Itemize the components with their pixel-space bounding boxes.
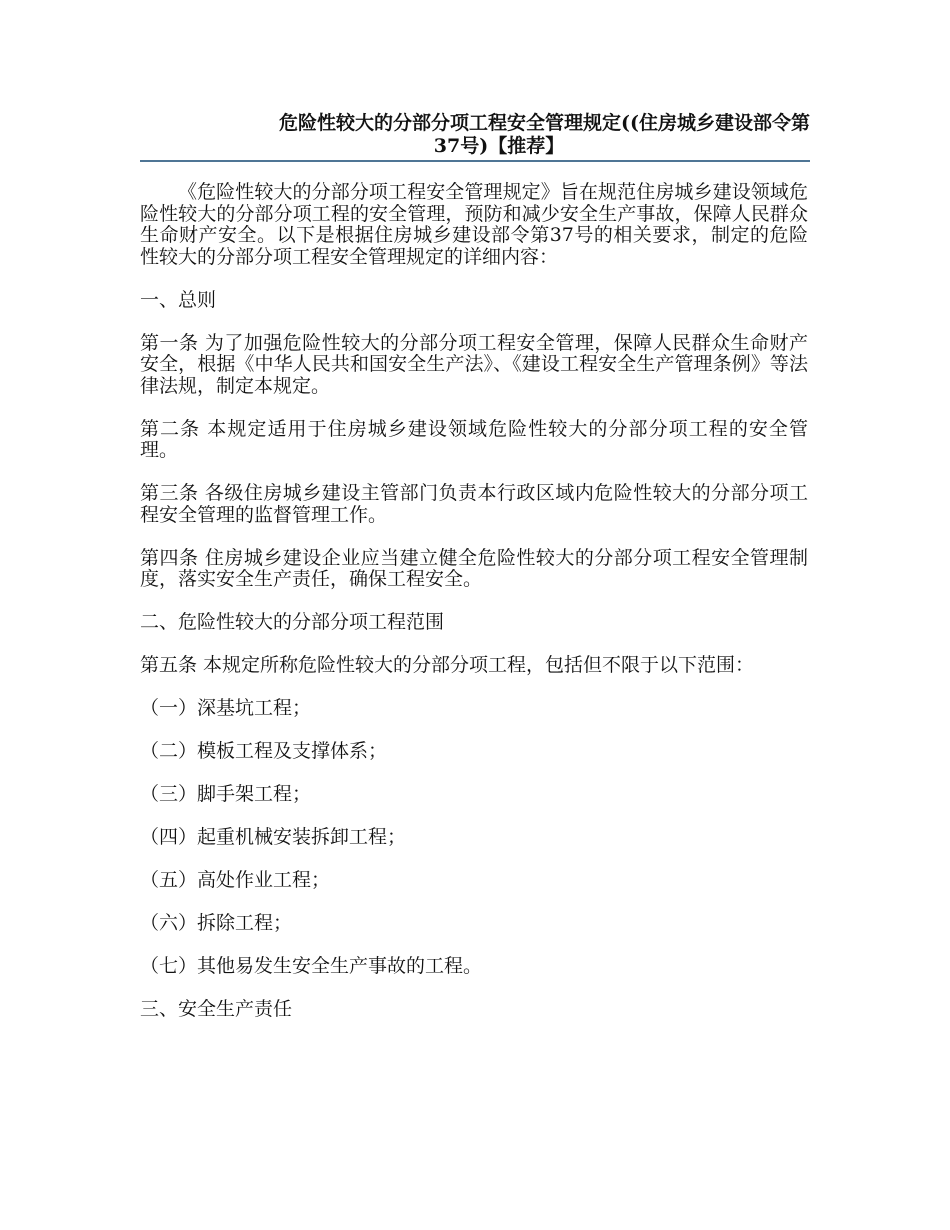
section-heading-responsibility: 三、安全生产责任 <box>140 998 293 1020</box>
section-heading-scope: 二、危险性较大的分部分项工程范围 <box>140 611 445 633</box>
article-5: 第五条 本规定所称危险性较大的分部分项工程，包括但不限于以下范围： <box>140 654 755 676</box>
intro-paragraph: 《危险性较大的分部分项工程安全管理规定》旨在规范住房城乡建设领域危险性较大的分部分项工程的安全管理，预防和减少安全生产事故，保障人民群众生命财产安全。以下是根据住房城乡建设部令第37号的相关要求，制定的危险性较大的分部分项工程安全管理规定的详细内容： <box>140 181 808 268</box>
title-divider <box>140 160 810 162</box>
list-item: （五）高处作业工程； <box>140 869 331 891</box>
article-4: 第四条 住房城乡建设企业应当建立健全危险性较大的分部分项工程安全管理制度，落实安全生产责任，确保工程安全。 <box>140 546 808 590</box>
article-3: 第三条 各级住房城乡建设主管部门负责本行政区域内危险性较大的分部分项工程安全管理的监督管理工作。 <box>140 482 808 526</box>
title-line-2: 37号)【推荐】 <box>433 135 565 157</box>
document-title <box>140 112 810 158</box>
article-1: 第一条 为了加强危险性较大的分部分项工程安全管理，保障人民群众生命财产安全，根据《中华人民共和国安全生产法》、《建设工程安全生产管理条例》等法律法规，制定本规定。 <box>140 331 808 397</box>
article-2: 第二条 本规定适用于住房城乡建设领域危险性较大的分部分项工程的安全管理。 <box>140 417 808 461</box>
list-item: （三）脚手架工程； <box>140 783 312 805</box>
document-body <box>140 182 808 1042</box>
list-item: （四）起重机械安装拆卸工程； <box>140 826 407 848</box>
section-heading-general: 一、总则 <box>140 288 217 311</box>
list-item: （七）其他易发生安全生产事故的工程。 <box>140 955 483 977</box>
list-item: （二）模板工程及支撑体系； <box>140 740 388 762</box>
list-item: （六）拆除工程； <box>140 912 293 934</box>
title-line-1: 危险性较大的分部分项工程安全管理规定((住房城乡建设部令第 <box>279 112 810 134</box>
list-item: （一）深基坑工程； <box>140 697 312 719</box>
